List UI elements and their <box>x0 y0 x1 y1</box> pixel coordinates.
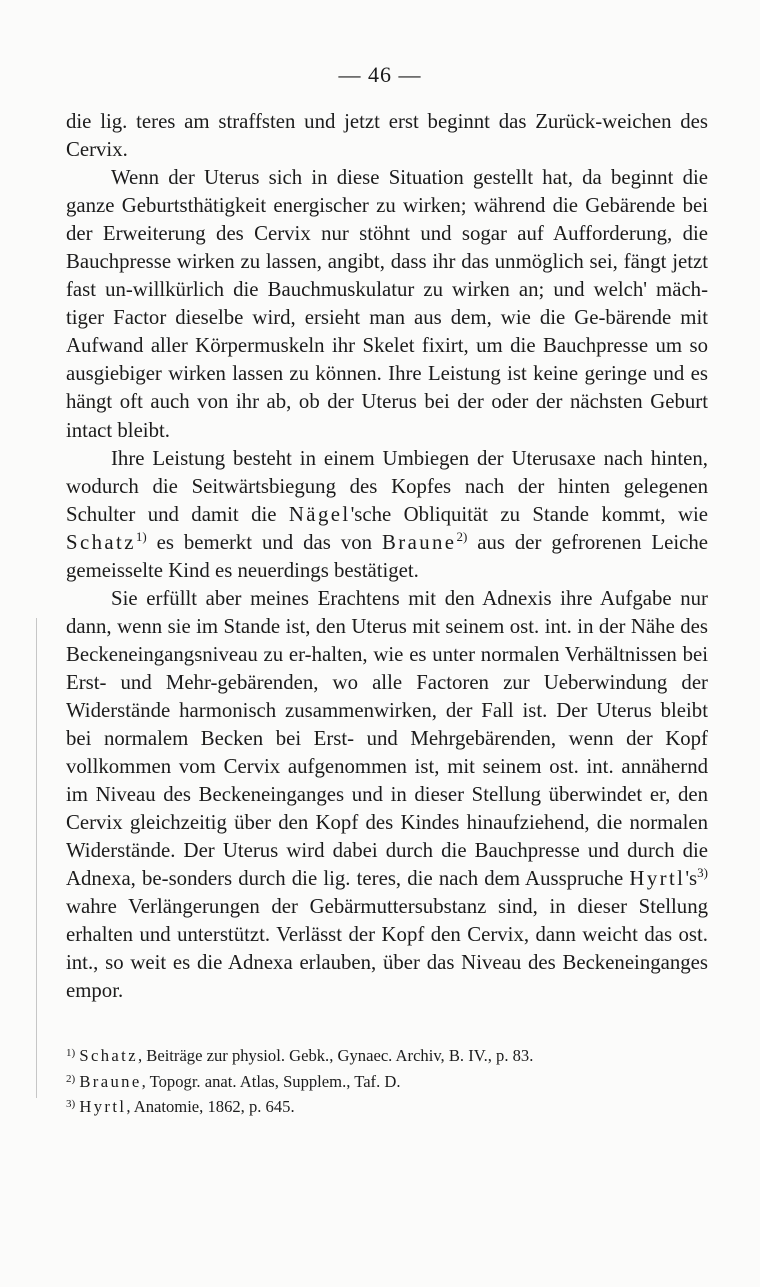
footnote-author: Schatz <box>79 1046 138 1065</box>
footnote <box>66 1093 708 1119</box>
footnote <box>66 1042 708 1068</box>
paragraph-text: es bemerkt und das von <box>146 530 382 554</box>
margin-pencil-line <box>36 618 38 1098</box>
author-name: Nägel <box>288 502 351 526</box>
footnote-text: , Beiträge zur physiol. Gebk., Gynaec. Archiv, B. IV., p. 83. <box>137 1046 534 1065</box>
body-text <box>66 108 708 1006</box>
footnote-author: Hyrtl <box>79 1097 127 1117</box>
paragraph-text: 'sche Obliquität zu Stande kommt, wie <box>350 502 708 526</box>
footnote-reference: 1) <box>135 528 147 544</box>
paragraph <box>66 164 708 444</box>
paragraph-text: 's <box>685 867 698 891</box>
footnote-text: , Anatomie, 1862, p. 645. <box>126 1097 295 1117</box>
footnotes <box>66 1042 708 1119</box>
paragraph-text: die lig. teres am straffsten und jetzt erst beginnt das Zurück-weichen des Cervix. <box>66 110 708 162</box>
page-number: — 46 — <box>338 62 422 87</box>
footnote-text: , Topogr. anat. Atlas, Supplem., Taf. D. <box>141 1071 401 1091</box>
paragraph-text: aus der gefrorenen Leiche gemeisselte Kind es neuerdings bestätiget. <box>66 530 708 582</box>
footnote-author: Braune <box>79 1071 142 1091</box>
paragraph-text: Sie erfüllt aber meines Erachtens mit den Adnexis ihre Aufgabe nur dann, wenn sie im Stande ist, den Uterus mit seinem ost. int. in der Nähe des Beckeneingangsniveau zu er-halten, wie es unter normalen Verhältnissen bei Erst- und Mehr-gebärenden, wo alle Factoren zur Ueberwindung der Widerstände harmonisch zusammenwirken, der Fall ist. Der Uterus bleibt bei normalem Becken bei Erst- und Mehrgebärenden, wenn der Kopf vollkommen vom Cervix aufgenommen ist, mit seinem ost. int. annähernd im Niveau des Beckeneinganges und in dieser Stellung überwindet er, den Cervix gleichzeitig über den Kopf des Kindes hinaufziehend, die normalen Widerstände. Der Uterus wird dabei durch die Bauchpresse und durch die Adnexa, be-sonders durch die lig. teres, die nach dem Ausspruche <box>66 586 708 891</box>
paragraph-text: Ihre Leistung besteht in einem Umbiegen der Uterusaxe nach hinten, wodurch die Seitwärtsbiegung des Kopfes nach der hinten gelegenen Schulter und damit die <box>66 446 708 526</box>
paragraph <box>66 585 708 1006</box>
paragraph-text: wahre Verlängerungen der Gebärmuttersubstanz sind, in dieser Stellung erhalten und unterstützt. Verlässt der Kopf den Cervix, dann weicht das ost. int., so weit es die Adnexa erlauben, über das Niveau des Beckeneinganges empor. <box>66 895 708 1003</box>
footnote-reference: 2) <box>456 528 468 544</box>
paragraph <box>66 445 708 585</box>
footnote-mark: 2) <box>66 1072 76 1085</box>
author-name: Braune <box>381 530 457 554</box>
paragraph <box>66 108 708 164</box>
author-name: Hyrtl <box>629 867 686 891</box>
footnote <box>66 1068 708 1094</box>
footnote-mark: 1) <box>66 1047 76 1059</box>
author-name: Schatz <box>66 530 136 554</box>
footnote-mark: 3) <box>66 1098 76 1111</box>
footnote-reference: 3) <box>697 865 708 881</box>
paragraph-text: Wenn der Uterus sich in diese Situation gestellt hat, da beginnt die ganze Geburtsthätigkeit energischer zu wirken; während die Gebärende bei der Erweiterung des Cervix nur stöhnt und sogar auf Aufforderung, die Bauchpresse wirken zu lassen, angibt, dass ihr das unmöglich sei, fängt jetzt fast un-willkürlich die Bauchmuskulatur zu wirken an; und welch' mäch-tiger Factor dieselbe wird, ersieht man aus dem, wie die Ge-bärende mit Aufwand aller Körpermuskeln ihr Skelet fixirt, um die Bauchpresse um so ausgiebiger wirken lassen zu können. Ihre Leistung ist keine geringe und es hängt oft auch von ihr ab, ob der Uterus bei der oder der nächsten Geburt intact bleibt. <box>66 166 708 442</box>
